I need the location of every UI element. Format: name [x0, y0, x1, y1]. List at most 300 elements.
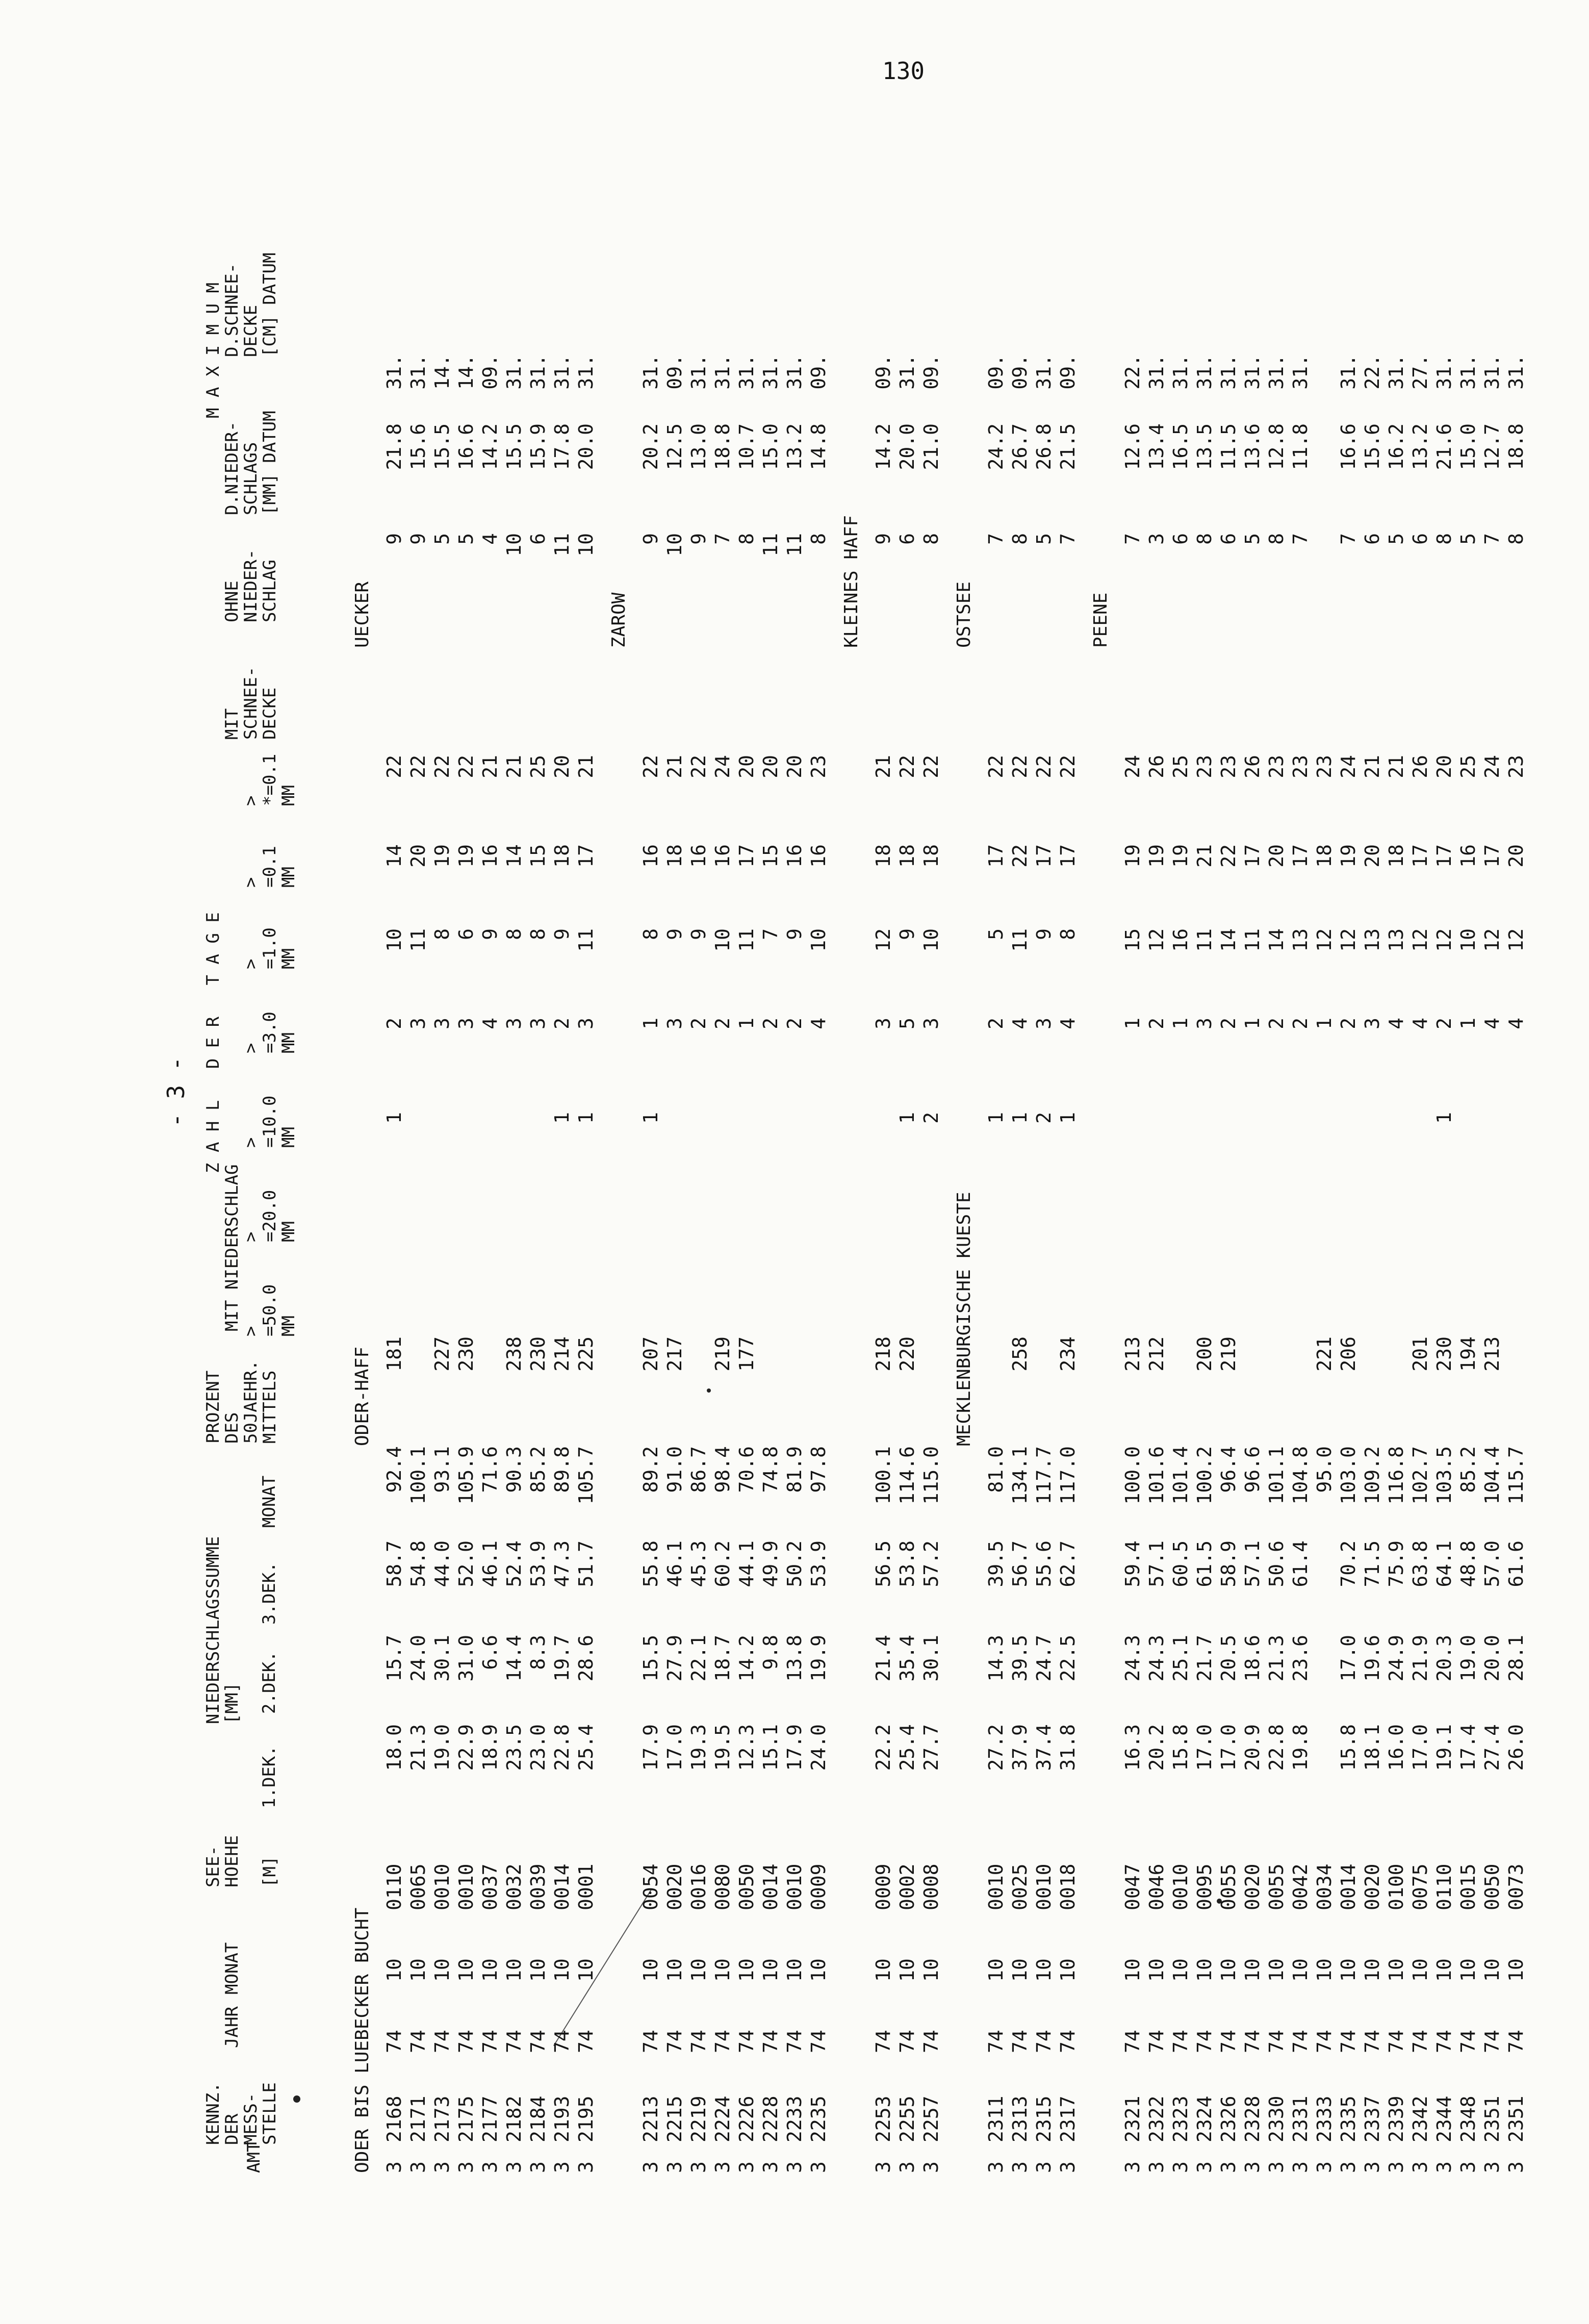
table-cell: 3 [985, 2161, 1007, 2173]
table-cell: 9 [687, 533, 710, 545]
table-cell: 13.8 [783, 1635, 806, 1682]
table-cell: 8 [1193, 533, 1216, 545]
table-cell: 0014 [1337, 1863, 1360, 1910]
table-cell [1121, 222, 1145, 288]
hdr-dek3: 3.DEK. [259, 1562, 279, 1625]
table-cell: 10 [1009, 1958, 1031, 1982]
table-cell: 54.8 [407, 1540, 429, 1587]
table-cell: 17.9 [783, 1724, 806, 1771]
table-cell [1504, 222, 1528, 288]
table-cell: 52.4 [503, 1540, 525, 1587]
table-cell: 3 [663, 1018, 686, 1029]
table-cell: 85.2 [527, 1446, 549, 1493]
table-cell: 1 [383, 1112, 405, 1124]
table-cell: 96.4 [1217, 1446, 1240, 1493]
table-cell [1289, 288, 1313, 355]
table-cell: 44.0 [431, 1540, 453, 1587]
table-cell: 18 [1313, 844, 1336, 868]
table-row [984, 222, 1008, 2173]
table-row [382, 222, 406, 2173]
table-cell [478, 1321, 502, 1446]
table-cell: 31. [1385, 355, 1407, 390]
table-cell: 214 [551, 1336, 573, 1372]
table-cell: 2322 [1145, 2095, 1168, 2142]
table-cell: 105.7 [575, 1446, 597, 1505]
table-cell: 97.8 [807, 1446, 830, 1493]
table-cell: 100.1 [407, 1446, 429, 1505]
table-cell: 3 [872, 1018, 894, 1029]
table-cell: 17 [1433, 844, 1455, 868]
table-cell: 3 [1057, 2161, 1079, 2173]
table-cell: 0034 [1313, 1863, 1336, 1910]
table-cell [1169, 1112, 1193, 1206]
table-cell: 74 [1009, 2030, 1031, 2053]
table-cell [1385, 648, 1408, 755]
table-cell: 85.2 [1457, 1446, 1479, 1493]
table-cell [759, 1112, 783, 1206]
table-cell: 12.8 [1265, 423, 1288, 470]
table-cell [639, 648, 663, 755]
table-cell: 0020 [1241, 1863, 1264, 1910]
table-cell: 219 [1217, 1336, 1240, 1372]
table-cell: 19.8 [1289, 1724, 1312, 1771]
table-cell: 89.2 [639, 1446, 662, 1493]
table-cell: 28.1 [1505, 1635, 1527, 1682]
table-cell: 19 [455, 844, 477, 868]
table-cell: 3 [1033, 1018, 1055, 1029]
table-cell: 10 [551, 1958, 573, 1982]
table-cell [687, 1206, 711, 1321]
table-cell: 5 [431, 533, 453, 545]
table-cell: 1 [1313, 1018, 1336, 1029]
table-cell: 23 [1265, 755, 1288, 778]
table-cell: 31. [711, 355, 734, 390]
table-cell: 3 [807, 2161, 830, 2173]
table-cell: 8 [1057, 928, 1079, 940]
table-cell: 201 [1409, 1336, 1431, 1372]
table-cell: 3 [575, 2161, 597, 2173]
table-cell: 4 [479, 533, 501, 545]
section-heading [598, 222, 639, 2173]
table-cell: 2351 [1481, 2095, 1503, 2142]
table-cell: 1 [1433, 1112, 1455, 1124]
table-cell: 20.5 [1217, 1635, 1240, 1682]
section-title: ODER BIS LUEBECKER BUCHT [351, 1907, 373, 2173]
table-cell [1361, 1112, 1385, 1206]
table-cell: 2337 [1361, 2095, 1383, 2142]
table-cell: 16.2 [1385, 423, 1407, 470]
table-cell: 0065 [407, 1863, 429, 1910]
table-cell: 74 [1481, 2030, 1503, 2053]
table-cell [1313, 1540, 1337, 1635]
table-cell: 74 [479, 2030, 501, 2053]
table-cell: 9 [407, 533, 429, 545]
table-cell: 10 [1033, 1958, 1055, 1982]
table-cell: 18 [551, 844, 573, 868]
table-cell: 90.3 [503, 1446, 525, 1493]
table-cell [1217, 1112, 1241, 1206]
table-cell: 3 [920, 1018, 942, 1029]
table-cell: 16 [479, 844, 501, 868]
table-cell: 15.8 [1169, 1724, 1192, 1771]
table-cell: 51.7 [575, 1540, 597, 1587]
table-cell: 3 [1145, 2161, 1168, 2173]
table-cell [1337, 648, 1361, 755]
table-cell: 2333 [1313, 2095, 1336, 2142]
table-row [783, 222, 807, 2173]
table-cell [1456, 648, 1480, 755]
table-cell: 55.6 [1033, 1540, 1055, 1587]
table-row [1408, 222, 1432, 2173]
table-cell [454, 1112, 478, 1206]
table-row [1504, 222, 1528, 2173]
table-cell [783, 1206, 807, 1321]
table-cell [1008, 288, 1032, 355]
table-cell: 2215 [663, 2095, 686, 2142]
table-cell: 2171 [407, 2095, 429, 2142]
table-cell: 17.9 [639, 1724, 662, 1771]
hdr-n3: > =3.0 MM [241, 1012, 299, 1053]
table-cell: 31. [1193, 355, 1216, 390]
table-cell: 74 [575, 2030, 597, 2053]
table-cell [1265, 1112, 1289, 1206]
table-cell: 115.0 [920, 1446, 942, 1505]
table-cell: 181 [383, 1336, 405, 1372]
table-cell [1193, 1112, 1217, 1206]
table-cell: 20.2 [1145, 1724, 1168, 1771]
table-cell: 10 [783, 1958, 806, 1982]
table-cell: 3 [1337, 2161, 1360, 2173]
table-cell: 57.0 [1481, 1540, 1503, 1587]
table-cell: 31. [1265, 355, 1288, 390]
table-cell: 19.0 [1457, 1635, 1479, 1682]
section-region: KLEINES HAFF [840, 515, 862, 648]
table-cell: 11 [575, 928, 597, 952]
table-cell: 22. [1361, 355, 1383, 390]
table-cell: 1 [639, 1018, 662, 1029]
table-cell: 3 [872, 2161, 894, 2173]
table-cell: 9.8 [759, 1635, 782, 1670]
table-cell: 6 [455, 928, 477, 940]
table-cell: 14 [1265, 928, 1288, 952]
table-cell: 74 [503, 2030, 525, 2053]
table-cell: 20.9 [1241, 1724, 1264, 1771]
table-cell: 2 [551, 1018, 573, 1029]
hdr-kennz: KENNZ. DER MESS- STELLE [203, 2082, 280, 2145]
table-cell: 25 [1457, 755, 1479, 778]
table-cell: 13 [1385, 928, 1407, 952]
table-cell: 31. [759, 355, 782, 390]
table-cell: 31. [1481, 355, 1503, 390]
table-cell: 11 [1009, 928, 1031, 952]
table-cell: 10 [503, 1958, 525, 1982]
table-cell: 221 [1313, 1336, 1336, 1372]
table-row [1032, 222, 1056, 2173]
table-cell: 3 [407, 1018, 429, 1029]
table-cell: 2 [1289, 1018, 1312, 1029]
table-cell: 57.1 [1145, 1540, 1168, 1587]
table-cell: 22 [1057, 755, 1079, 778]
table-row [502, 222, 526, 2173]
table-cell: 0032 [503, 1863, 525, 1910]
table-cell: 74 [1337, 2030, 1360, 2053]
table-cell: 15.0 [759, 423, 782, 470]
table-cell: 0055 [1265, 1863, 1288, 1910]
table-cell: 9 [479, 928, 501, 940]
table-cell: 230 [1433, 1336, 1455, 1372]
table-cell: 5 [985, 928, 1007, 940]
table-cell [1241, 288, 1265, 355]
table-cell: 7 [759, 928, 782, 940]
table-cell: 3 [1265, 2161, 1288, 2173]
table-cell: 53.9 [807, 1540, 830, 1587]
table-cell: 31.0 [455, 1635, 477, 1682]
table-cell [478, 1112, 502, 1206]
table-row [807, 222, 831, 2173]
table-cell: 20.3 [1433, 1635, 1455, 1682]
table-cell: 12 [1145, 928, 1168, 952]
table-cell: 3 [1361, 2161, 1383, 2173]
section-heading [831, 222, 872, 2173]
table-cell: 09. [920, 355, 942, 390]
table-cell: 15 [759, 844, 782, 868]
table-cell: 13 [1289, 928, 1312, 952]
table-cell [759, 1206, 783, 1321]
table-cell: 22.5 [1057, 1635, 1079, 1682]
table-cell: 22.2 [872, 1724, 894, 1771]
table-cell [550, 222, 574, 288]
table-cell: 10 [896, 1958, 918, 1982]
table-cell: 2324 [1193, 2095, 1216, 2142]
table-cell: 10 [1457, 928, 1479, 952]
table-cell: 10 [711, 928, 734, 952]
table-cell: 74 [1217, 2030, 1240, 2053]
table-cell [1193, 648, 1217, 755]
hdr-prozent: PROZENT DES 50JAEHR. MITTELS [203, 1360, 280, 1444]
table-cell: 103.5 [1433, 1446, 1455, 1505]
table-cell [1121, 1206, 1145, 1321]
table-cell: 10 [639, 1958, 662, 1982]
table-cell: 3 [1241, 2161, 1264, 2173]
table-cell [807, 1321, 831, 1446]
table-cell: 3 [663, 2161, 686, 2173]
table-cell: 57.1 [1241, 1540, 1264, 1587]
table-cell [1313, 288, 1337, 355]
table-row [639, 222, 663, 2173]
table-cell: 31. [1289, 355, 1312, 390]
precipitation-table [342, 222, 1528, 2173]
table-cell [1313, 1112, 1337, 1206]
table-cell: 10 [1193, 1958, 1216, 1982]
table-cell: 12.5 [663, 423, 686, 470]
table-cell: 1 [575, 1112, 597, 1124]
table-cell: 11 [551, 533, 573, 557]
table-cell: 19.0 [431, 1724, 453, 1771]
table-cell: 0016 [687, 1863, 710, 1910]
table-cell: 18.8 [711, 423, 734, 470]
table-cell: 0010 [783, 1863, 806, 1910]
table-cell [430, 288, 454, 355]
table-row [872, 222, 895, 2173]
table-cell: 2 [783, 1018, 806, 1029]
table-cell: 14 [1217, 928, 1240, 952]
table-cell [1241, 1112, 1265, 1206]
table-cell: 10 [1433, 1958, 1455, 1982]
table-cell [1385, 288, 1408, 355]
table-cell: 0080 [711, 1863, 734, 1910]
table-cell: 10 [1145, 1958, 1168, 1982]
table-cell: 21.4 [872, 1635, 894, 1682]
table-cell [895, 222, 919, 288]
table-cell: 10 [759, 1958, 782, 1982]
table-cell [526, 1206, 550, 1321]
table-cell: 10 [687, 1958, 710, 1982]
table-cell: 91.0 [663, 1446, 686, 1493]
table-cell: 3 [527, 2161, 549, 2173]
table-cell [919, 222, 943, 288]
hdr-n50: > =50.0 MM [241, 1284, 299, 1336]
table-cell: 4 [1385, 1018, 1407, 1029]
table-cell: 2342 [1409, 2095, 1431, 2142]
table-cell: 25.4 [896, 1724, 918, 1771]
table-cell: 14.2 [735, 1635, 758, 1682]
table-cell [1385, 1112, 1408, 1206]
table-cell [663, 648, 687, 755]
table-cell: 234 [1057, 1336, 1079, 1372]
table-cell: 0055 [1217, 1863, 1240, 1910]
table-cell: 60.5 [1169, 1540, 1192, 1587]
table-cell: 238 [503, 1336, 525, 1372]
table-cell: 11 [1241, 928, 1264, 952]
table-cell: 225 [575, 1336, 597, 1372]
table-cell: 10 [575, 533, 597, 557]
table-cell [1408, 222, 1432, 288]
table-cell: 3 [1505, 2161, 1527, 2173]
table-cell: 10 [455, 1958, 477, 1982]
table-cell: 09. [1009, 355, 1031, 390]
table-cell [1265, 288, 1289, 355]
table-cell: 19 [1121, 844, 1144, 868]
table-cell [711, 1112, 735, 1206]
table-cell: 39.5 [985, 1540, 1007, 1587]
table-cell: 100.0 [1121, 1446, 1144, 1505]
section-region: PEENE [1090, 592, 1111, 648]
table-cell: 102.7 [1409, 1446, 1431, 1505]
table-cell [502, 1206, 526, 1321]
table-cell: 31. [383, 355, 405, 390]
table-cell: 0050 [1481, 1863, 1503, 1910]
table-cell: 3 [407, 2161, 429, 2173]
table-cell: 6 [527, 533, 549, 545]
table-row [1145, 222, 1169, 2173]
table-cell: 10 [920, 928, 942, 952]
table-row [478, 222, 502, 2173]
table-cell: 19 [431, 844, 453, 868]
table-row [687, 222, 711, 2173]
table-cell [807, 648, 831, 755]
table-cell: 10 [1057, 1958, 1079, 1982]
table-cell: 0010 [455, 1863, 477, 1910]
table-row [1385, 222, 1408, 2173]
table-cell [1217, 1206, 1241, 1321]
table-cell: 25.1 [1169, 1635, 1192, 1682]
table-cell: 3 [711, 2161, 734, 2173]
table-row [1456, 222, 1480, 2173]
table-cell [735, 1112, 759, 1206]
table-cell [1456, 222, 1480, 288]
table-cell: 20.0 [896, 423, 918, 470]
table-cell: 26.0 [1505, 1724, 1527, 1771]
table-cell: 12 [1481, 928, 1503, 952]
table-cell [919, 288, 943, 355]
table-cell: 23.0 [527, 1724, 549, 1771]
table-cell: 10 [1481, 1958, 1503, 1982]
table-cell: 5 [1457, 533, 1479, 545]
table-cell: 24.0 [807, 1724, 830, 1771]
table-cell: 3 [1217, 2161, 1240, 2173]
table-cell: 22 [1033, 755, 1055, 778]
table-cell: 16.6 [455, 423, 477, 470]
table-cell: 22 [1009, 844, 1031, 868]
table-cell: 30.1 [431, 1635, 453, 1682]
table-cell: 10 [1361, 1958, 1383, 1982]
table-cell [1032, 222, 1056, 288]
table-cell: 18.9 [479, 1724, 501, 1771]
table-cell: 2228 [759, 2095, 782, 2142]
table-row [1432, 222, 1456, 2173]
table-cell: 14.3 [985, 1635, 1007, 1682]
table-cell: 218 [872, 1336, 894, 1372]
table-cell: 194 [1457, 1336, 1479, 1372]
table-cell: 23 [1217, 755, 1240, 778]
table-cell: 12.7 [1481, 423, 1503, 470]
table-cell: 16.3 [1121, 1724, 1144, 1771]
table-cell: 5 [1385, 533, 1407, 545]
table-cell: 09. [479, 355, 501, 390]
table-row [1008, 222, 1032, 2173]
table-cell: 27.2 [985, 1724, 1007, 1771]
table-cell: 2 [1033, 1112, 1055, 1124]
table-cell: 17.8 [551, 423, 573, 470]
table-cell: 109.2 [1361, 1446, 1383, 1505]
table-cell: 15.9 [527, 423, 549, 470]
table-cell: 3 [1169, 2161, 1192, 2173]
table-cell [984, 288, 1008, 355]
table-cell: 1 [985, 1112, 1007, 1124]
table-row [759, 222, 783, 2173]
table-row [663, 222, 687, 2173]
table-cell: 74 [1169, 2030, 1192, 2053]
table-cell: 10 [1337, 1958, 1360, 1982]
table-cell: 21.8 [383, 423, 405, 470]
table-cell [872, 1206, 895, 1321]
table-cell: 18.0 [383, 1724, 405, 1771]
table-cell: 2326 [1217, 2095, 1240, 2142]
table-cell: 117.0 [1057, 1446, 1079, 1505]
table-cell [1313, 1724, 1337, 1813]
table-cell: 0039 [527, 1863, 549, 1910]
table-cell: 17 [1409, 844, 1431, 868]
table-cell: 10 [807, 928, 830, 952]
table-cell: 0018 [1057, 1863, 1079, 1910]
table-cell [1337, 222, 1361, 288]
table-cell: 49.9 [759, 1540, 782, 1587]
table-cell: 24 [711, 755, 734, 778]
table-cell [1456, 288, 1480, 355]
table-cell: 1 [896, 1112, 918, 1124]
table-cell: 2339 [1385, 2095, 1407, 2142]
table-cell: 81.9 [783, 1446, 806, 1493]
